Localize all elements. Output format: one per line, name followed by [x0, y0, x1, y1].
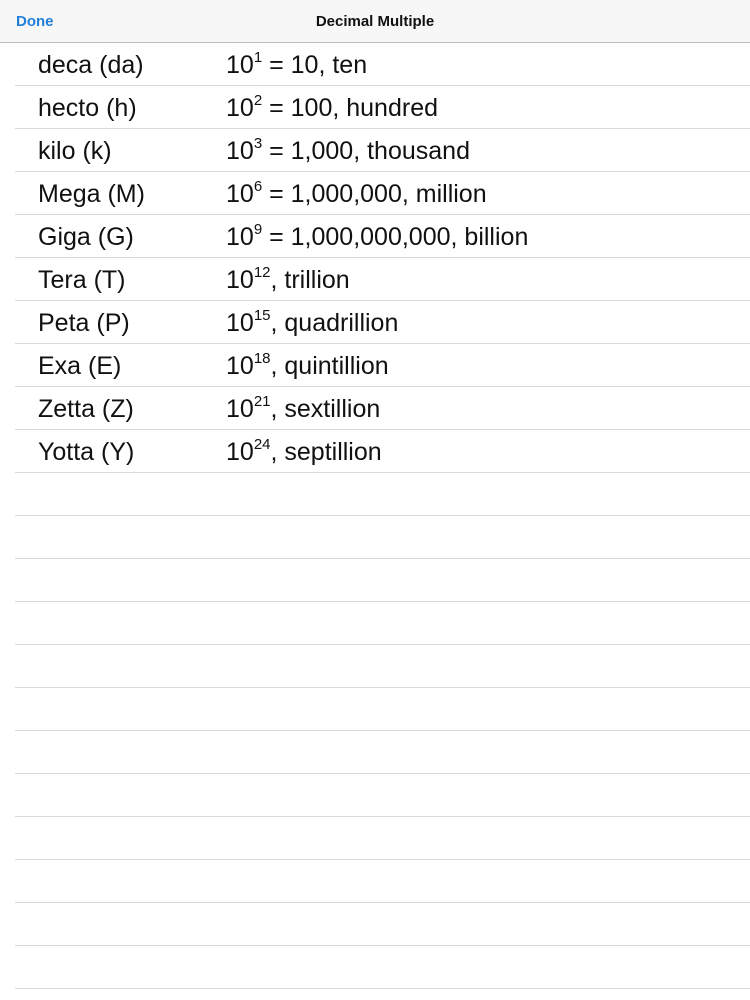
multiple-value: $10^{12}$, trillion — [226, 263, 350, 294]
prefix-label: kilo (k) — [38, 137, 112, 165]
empty-row — [15, 516, 750, 559]
table-row[interactable] — [15, 215, 750, 258]
prefix-label: Tera (T) — [38, 266, 126, 294]
multiple-value: $10^6 = 1,000,000$, million — [226, 177, 487, 208]
empty-row — [15, 602, 750, 645]
prefix-label: Giga (G) — [38, 223, 134, 251]
page-title: Decimal Multiple — [315, 13, 435, 30]
prefix-label: Peta (P) — [38, 309, 130, 337]
empty-row — [15, 946, 750, 989]
empty-row — [15, 860, 750, 903]
multiple-value: $10^{18}$, quintillion — [226, 349, 389, 380]
prefix-label: Exa (E) — [38, 352, 122, 380]
done-button[interactable]: Done — [16, 13, 54, 30]
empty-row — [15, 903, 750, 946]
table-row[interactable] — [15, 172, 750, 215]
empty-row — [15, 774, 750, 817]
empty-row — [15, 688, 750, 731]
prefix-label: Yotta (Y) — [38, 438, 135, 466]
multiple-value: $10^9 = 1,000,000,000$, billion — [226, 220, 529, 251]
table-row[interactable] — [15, 43, 750, 86]
table-row[interactable] — [15, 387, 750, 430]
multiple-value: $10^1 = 10$, ten — [226, 48, 368, 79]
empty-row — [15, 559, 750, 602]
prefix-label: Zetta (Z) — [38, 395, 134, 423]
empty-row — [15, 731, 750, 774]
multiple-value: $10^3 = 1,000$, thousand — [226, 134, 470, 165]
prefix-label: deca (da) — [38, 51, 144, 79]
table-row[interactable] — [15, 258, 750, 301]
empty-row — [15, 473, 750, 516]
table-row[interactable] — [15, 430, 750, 473]
table-row[interactable] — [15, 301, 750, 344]
multiple-value: $10^{21}$, sextillion — [226, 392, 381, 423]
table-row[interactable] — [15, 344, 750, 387]
table-row[interactable] — [15, 86, 750, 129]
multiple-value: $10^2 = 100$, hundred — [226, 91, 438, 122]
prefix-label: hecto (h) — [38, 94, 137, 122]
empty-row — [15, 645, 750, 688]
prefix-label: Mega (M) — [38, 180, 145, 208]
multiple-value: $10^{15}$, quadrillion — [226, 306, 399, 337]
table-row[interactable] — [15, 129, 750, 172]
empty-row — [15, 817, 750, 860]
multiple-value: $10^{24}$, septillion — [226, 435, 382, 466]
decimal-multiple-list[interactable] — [0, 43, 750, 1000]
navigation-bar — [0, 0, 750, 43]
